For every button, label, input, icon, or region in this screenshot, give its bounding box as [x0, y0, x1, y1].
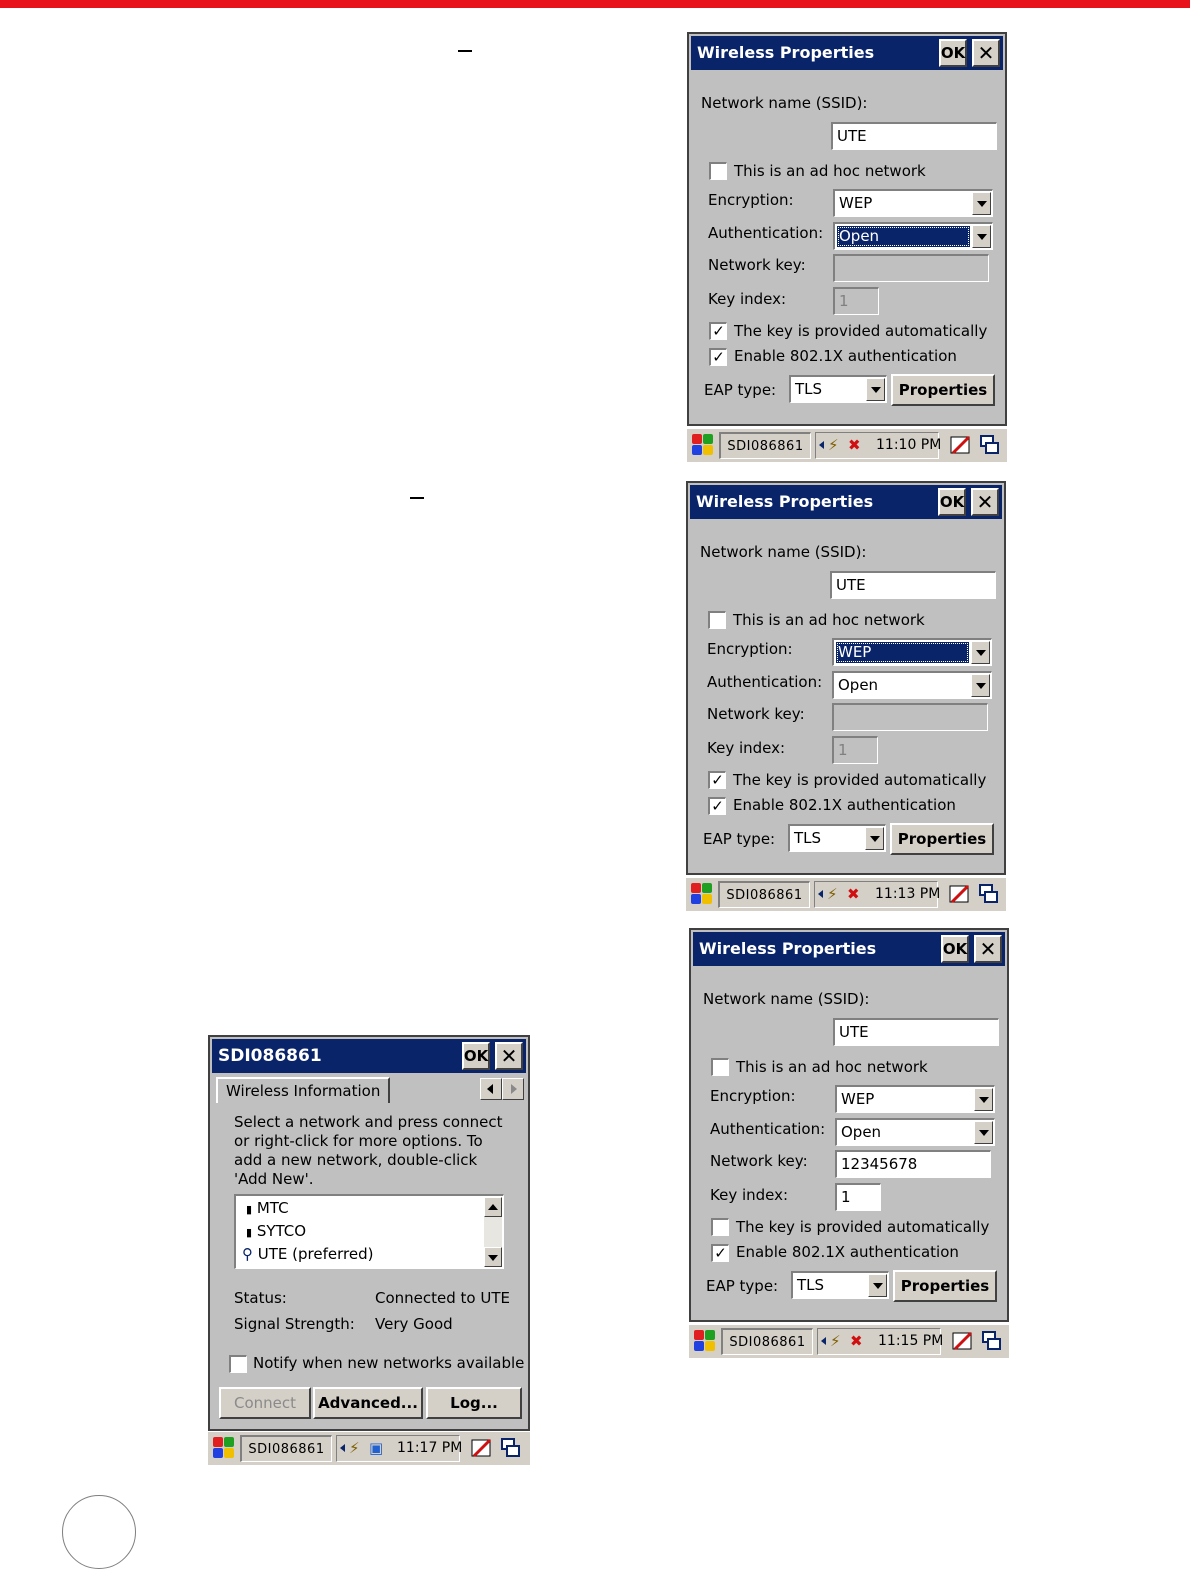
title-bar	[212, 1039, 526, 1073]
scroll-down-icon[interactable]	[484, 1247, 502, 1267]
ok-button[interactable]: OK	[938, 488, 966, 516]
eap-type-dropdown[interactable]	[791, 1271, 889, 1299]
input-panel-icon[interactable]	[951, 1329, 975, 1353]
encryption-dropdown[interactable]	[833, 189, 993, 217]
instructions-text	[234, 1113, 502, 1189]
encryption-dropdown[interactable]	[832, 638, 992, 666]
window-frame	[687, 32, 1007, 426]
window-title: SDI086861	[218, 1046, 322, 1066]
network-name: MTC	[256, 1199, 289, 1217]
title-bar	[693, 932, 1005, 966]
list-scrollbar[interactable]	[484, 1197, 502, 1267]
authentication-dropdown[interactable]	[832, 671, 992, 699]
key-index-label: Key index:	[707, 739, 786, 757]
key-index-input[interactable]: 1	[832, 736, 878, 764]
close-button[interactable]: ✕	[972, 39, 1000, 67]
system-tray	[336, 1435, 463, 1462]
network-disconnected-icon[interactable]: ✖	[847, 885, 860, 903]
eap-type-label: EAP type:	[706, 1277, 779, 1295]
wireless-properties-dialog-1	[687, 32, 1007, 462]
ssid-input[interactable]: UTE	[833, 1018, 999, 1046]
authentication-value: Open	[841, 1123, 882, 1141]
taskbar-task-button[interactable]: SDI086861	[721, 1328, 813, 1355]
dot1x-label: Enable 802.1X authentication	[734, 347, 957, 365]
power-plug-icon[interactable]: ⚡	[827, 885, 838, 903]
taskbar	[686, 877, 1006, 911]
page-number-circle	[62, 1495, 136, 1569]
system-tray	[814, 881, 941, 908]
taskbar	[687, 428, 1007, 462]
log-button[interactable]: Log...	[426, 1387, 522, 1419]
instruction-line: Select a network and press connect	[234, 1113, 503, 1131]
eap-type-label: EAP type:	[704, 381, 777, 399]
network-key-label: Network key:	[710, 1152, 808, 1170]
authentication-label: Authentication:	[708, 224, 824, 242]
tab-wireless-information[interactable]: Wireless Information	[216, 1077, 390, 1103]
close-button[interactable]: ✕	[495, 1042, 523, 1070]
window-title: Wireless Properties	[697, 43, 875, 62]
dot1x-checkbox[interactable]: ✓	[709, 348, 727, 366]
clock[interactable]: 11:13 PM	[875, 886, 941, 902]
power-plug-icon[interactable]: ⚡	[828, 436, 839, 454]
dot1x-label: Enable 802.1X authentication	[736, 1243, 959, 1261]
encryption-value: WEP	[836, 642, 969, 663]
eap-type-dropdown[interactable]	[788, 824, 886, 852]
authentication-value: Open	[837, 226, 970, 247]
connect-button[interactable]: Connect	[219, 1387, 311, 1419]
network-name: UTE (preferred)	[257, 1245, 374, 1263]
network-name: SYTCO	[256, 1222, 307, 1240]
clock[interactable]: 11:17 PM	[397, 1440, 463, 1456]
system-tray	[815, 432, 942, 459]
key-index-input[interactable]: 1	[835, 1183, 881, 1211]
status-label: Status:	[234, 1289, 287, 1307]
network-key-label: Network key:	[708, 256, 806, 274]
key-index-label: Key index:	[710, 1186, 789, 1204]
ssid-input[interactable]: UTE	[831, 122, 997, 150]
chevron-down-icon[interactable]	[868, 1274, 887, 1297]
network-key-input[interactable]: 12345678	[835, 1150, 991, 1178]
window-title: Wireless Properties	[699, 939, 877, 958]
auto-key-checkbox[interactable]: ✓	[708, 771, 726, 789]
marker-dash	[410, 497, 424, 499]
power-plug-icon[interactable]: ⚡	[830, 1332, 841, 1350]
eap-type-label: EAP type:	[703, 830, 776, 848]
adhoc-checkbox[interactable]	[709, 162, 727, 180]
authentication-label: Authentication:	[710, 1120, 826, 1138]
properties-button[interactable]: Properties	[891, 374, 995, 406]
signal-strength-label: Signal Strength:	[234, 1315, 355, 1333]
clock[interactable]: 11:15 PM	[878, 1333, 944, 1349]
key-index-input[interactable]: 1	[833, 287, 879, 315]
window-frame	[689, 928, 1009, 1322]
instruction-line: add a new network, double-click	[234, 1151, 478, 1169]
notify-label: Notify when new networks available	[253, 1354, 525, 1372]
close-button[interactable]: ✕	[974, 935, 1002, 963]
chevron-down-icon[interactable]	[974, 1121, 993, 1144]
adhoc-label: This is an ad hoc network	[734, 162, 926, 180]
network-key-input[interactable]	[833, 254, 989, 282]
eap-type-dropdown[interactable]	[789, 375, 887, 403]
adhoc-label: This is an ad hoc network	[733, 611, 925, 629]
tray-arrow-icon[interactable]	[821, 1337, 826, 1345]
eap-type-value: TLS	[797, 1276, 825, 1294]
adhoc-label: This is an ad hoc network	[736, 1058, 928, 1076]
window-frame	[686, 481, 1006, 875]
adhoc-checkbox[interactable]	[711, 1058, 729, 1076]
signal-strength-value: Very Good	[375, 1315, 453, 1333]
title-bar	[690, 485, 1002, 519]
chevron-down-icon[interactable]	[974, 1088, 993, 1111]
status-value: Connected to UTE	[375, 1289, 510, 1307]
chevron-down-icon[interactable]	[866, 378, 885, 401]
start-menu-icon[interactable]	[212, 1436, 236, 1460]
auto-key-label: The key is provided automatically	[733, 771, 987, 789]
authentication-value: Open	[838, 676, 879, 694]
tray-arrow-icon[interactable]	[819, 441, 824, 449]
ssid-label: Network name (SSID):	[700, 543, 867, 561]
chevron-down-icon[interactable]	[971, 674, 990, 697]
instruction-line: 'Add New'.	[234, 1170, 314, 1188]
list-item[interactable]	[246, 1199, 289, 1217]
wireless-properties-dialog-3	[689, 928, 1009, 1358]
close-button[interactable]: ✕	[971, 488, 999, 516]
tray-arrow-icon[interactable]	[818, 890, 823, 898]
encryption-label: Encryption:	[708, 191, 794, 209]
taskbar-task-button[interactable]: SDI086861	[240, 1435, 332, 1462]
tray-arrow-icon[interactable]	[340, 1444, 345, 1452]
dot1x-label: Enable 802.1X authentication	[733, 796, 956, 814]
authentication-label: Authentication:	[707, 673, 823, 691]
auto-key-label: The key is provided automatically	[734, 322, 988, 340]
encryption-value: WEP	[839, 194, 873, 212]
window-title: Wireless Properties	[696, 492, 874, 511]
wireless-information-window	[208, 1035, 530, 1465]
ssid-label: Network name (SSID):	[701, 94, 868, 112]
auto-key-label: The key is provided automatically	[736, 1218, 990, 1236]
input-panel-icon[interactable]	[470, 1436, 494, 1460]
dot1x-checkbox[interactable]: ✓	[708, 797, 726, 815]
antenna-icon: ▮	[246, 1226, 253, 1239]
adhoc-checkbox[interactable]	[708, 611, 726, 629]
instruction-line: or right-click for more options. To	[234, 1132, 483, 1150]
input-panel-icon[interactable]	[948, 882, 972, 906]
properties-button[interactable]: Properties	[893, 1270, 997, 1302]
antenna-icon: ▮	[246, 1203, 253, 1216]
network-disconnected-icon[interactable]: ✖	[850, 1332, 863, 1350]
start-menu-icon[interactable]	[690, 882, 714, 906]
wireless-properties-dialog-2	[686, 481, 1006, 911]
ssid-label: Network name (SSID):	[703, 990, 870, 1008]
network-disconnected-icon[interactable]: ✖	[848, 436, 861, 454]
properties-button[interactable]: Properties	[890, 823, 994, 855]
notify-checkbox[interactable]	[229, 1355, 247, 1373]
auto-key-checkbox[interactable]: ✓	[709, 322, 727, 340]
list-item[interactable]	[246, 1222, 306, 1240]
ok-button[interactable]: OK	[462, 1042, 490, 1070]
desktop-windows-icon[interactable]	[979, 434, 1001, 456]
network-list[interactable]	[234, 1194, 504, 1269]
network-key-label: Network key:	[707, 705, 805, 723]
tab-scroll-right-icon[interactable]	[502, 1078, 524, 1100]
list-item[interactable]	[242, 1245, 373, 1263]
scroll-up-icon[interactable]	[484, 1197, 502, 1217]
connected-antenna-icon: ⚲	[242, 1245, 253, 1263]
desktop-windows-icon[interactable]	[981, 1330, 1003, 1352]
encryption-value: WEP	[841, 1090, 875, 1108]
ok-button[interactable]: OK	[941, 935, 969, 963]
title-bar	[691, 36, 1003, 70]
authentication-dropdown[interactable]	[833, 222, 993, 250]
chevron-down-icon[interactable]	[972, 225, 991, 248]
header-accent-bar	[0, 0, 1190, 8]
encryption-label: Encryption:	[707, 640, 793, 658]
window-frame	[208, 1035, 530, 1431]
eap-type-value: TLS	[795, 380, 823, 398]
chevron-down-icon[interactable]	[972, 192, 991, 215]
chevron-down-icon[interactable]	[971, 641, 990, 664]
desktop-windows-icon[interactable]	[500, 1437, 522, 1459]
key-index-label: Key index:	[708, 290, 787, 308]
eap-type-value: TLS	[794, 829, 822, 847]
start-menu-icon[interactable]	[691, 433, 715, 457]
taskbar-task-button[interactable]: SDI086861	[718, 881, 810, 908]
network-connected-icon[interactable]: ▣	[369, 1439, 384, 1457]
advanced-button[interactable]: Advanced...	[313, 1387, 423, 1419]
ssid-input[interactable]: UTE	[830, 571, 996, 599]
taskbar	[208, 1431, 530, 1465]
auto-key-checkbox[interactable]	[711, 1218, 729, 1236]
encryption-label: Encryption:	[710, 1087, 796, 1105]
taskbar-task-button[interactable]: SDI086861	[719, 432, 811, 459]
desktop-windows-icon[interactable]	[978, 883, 1000, 905]
power-plug-icon[interactable]: ⚡	[349, 1439, 360, 1457]
marker-dash	[458, 50, 472, 52]
authentication-dropdown[interactable]	[835, 1118, 995, 1146]
dot1x-checkbox[interactable]: ✓	[711, 1244, 729, 1262]
taskbar	[689, 1324, 1009, 1358]
network-key-input[interactable]	[832, 703, 988, 731]
start-menu-icon[interactable]	[693, 1329, 717, 1353]
chevron-down-icon[interactable]	[865, 827, 884, 850]
tab-scroll-left-icon[interactable]	[480, 1078, 502, 1100]
input-panel-icon[interactable]	[949, 433, 973, 457]
encryption-dropdown[interactable]	[835, 1085, 995, 1113]
clock[interactable]: 11:10 PM	[876, 437, 942, 453]
ok-button[interactable]: OK	[939, 39, 967, 67]
system-tray	[817, 1328, 944, 1355]
